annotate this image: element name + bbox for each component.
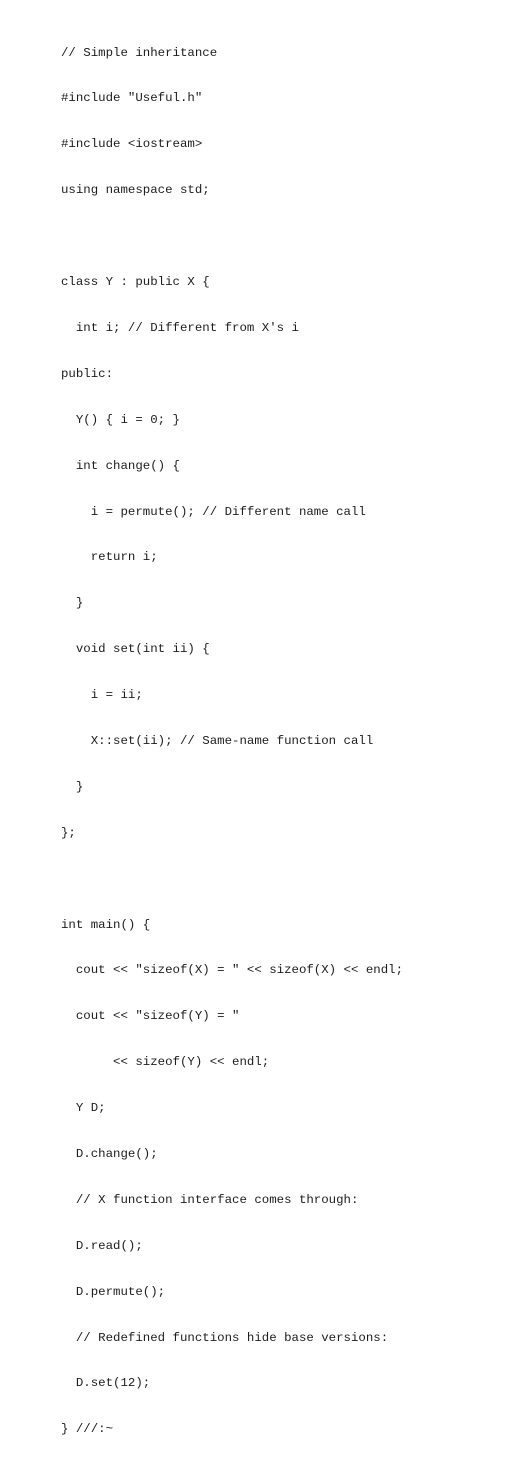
code-line: D.read(); [61, 1238, 143, 1253]
code-line: void set(int ii) { [61, 642, 210, 657]
code-line: D.set(12); [61, 1376, 151, 1391]
code-line: Y D; [61, 1101, 106, 1116]
code-line: Y() { i = 0; } [61, 412, 180, 427]
code-line: // X function interface comes through: [61, 1192, 359, 1207]
code-listing [61, 15, 403, 1468]
code-line: i = permute(); // Different name call [61, 504, 366, 519]
code-line [61, 229, 403, 244]
code-line: class Y : public X { [61, 275, 210, 290]
code-line: } ///:~ [61, 1422, 114, 1437]
code-line: D.permute(); [61, 1284, 166, 1299]
code-line: }; [61, 825, 76, 840]
code-line: i = ii; [61, 688, 143, 703]
code-line: // Simple inheritance [61, 45, 218, 60]
code-line: } [61, 596, 84, 611]
code-line: } [61, 779, 84, 794]
code-line: int i; // Different from X's i [61, 320, 299, 335]
code-line: << sizeof(Y) << endl; [61, 1055, 270, 1070]
code-line: #include <iostream> [61, 137, 203, 152]
code-line: // Redefined functions hide base versions: [61, 1330, 389, 1345]
code-line: cout << "sizeof(Y) = " [61, 1009, 240, 1024]
code-line: #include "Useful.h" [61, 91, 203, 106]
code-line: D.change(); [61, 1146, 158, 1161]
code-line: int main() { [61, 917, 151, 932]
code-line [61, 872, 403, 887]
code-line: return i; [61, 550, 158, 565]
code-line: X::set(ii); // Same-name function call [61, 733, 374, 748]
code-line: cout << "sizeof(X) = " << sizeof(X) << endl; [61, 963, 404, 978]
code-line: using namespace std; [61, 183, 210, 198]
code-line: int change() { [61, 458, 180, 473]
code-line: public: [61, 366, 114, 381]
